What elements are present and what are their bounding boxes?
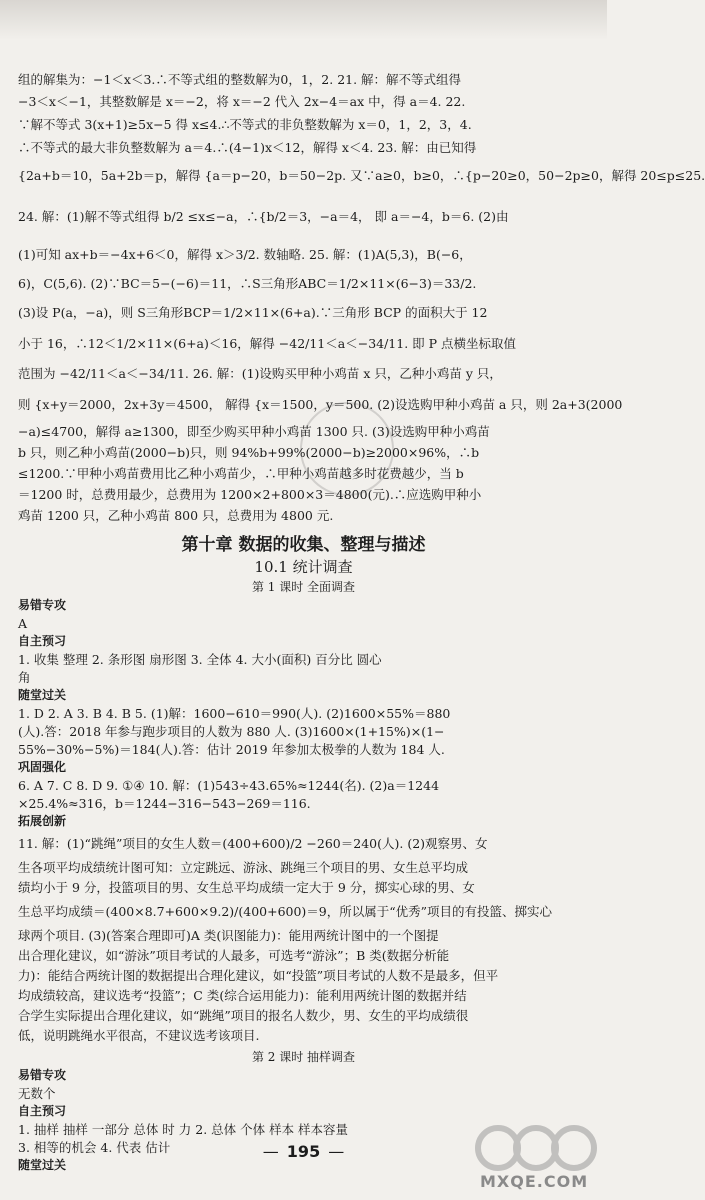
text-line: (3)设 P(a，−a)，则 S三角形BCP＝1/2×11×(6+a).∵三角形 BCP 的面积大于 12: [18, 305, 488, 320]
text-line: A: [18, 616, 28, 631]
text-line: 范围为 −42/11＜a＜−34/11. 26. 解：(1)设购买甲种小鸡苗 x 只，乙种小鸡苗 y 只，: [18, 366, 502, 381]
text-line: 合学生实际提出合理化建议，如“跳绳”项目的报名人数少，男、女生的平均成绩很: [18, 1008, 469, 1023]
heading-tuozhan: 拓展创新: [18, 814, 67, 828]
text-line: b 只，则乙种小鸡苗(2000−b)只，则 94%b+99%(2000−b)≥2000×96%，∴b: [18, 445, 480, 460]
text-line: 11. 解：(1)“跳绳”项目的女生人数＝(400+600)/2 −260＝240(人). (2)观察男、女: [18, 836, 488, 851]
scan-shadow: [0, 0, 607, 40]
text-line: 绩均小于 9 分，投篮项目的男、女生总平均成绩一定大于 9 分，掷实心球的男、女: [18, 880, 475, 895]
text-line: ＝1200 时，总费用最少，总费用为 1200×2+800×3＝4800(元).∴应选购甲种小: [18, 487, 482, 502]
page-number-value: 195: [286, 1142, 321, 1161]
text-line: {2a+b＝10，5a+2b＝p，解得 {a＝p−20，b＝50−2p. 又∵a≥0，b≥0，∴{p−20≥0，50−2p≥0，解得 20≤p≤25.: [18, 168, 705, 183]
heading-zizhu: 自主预习: [18, 1104, 67, 1118]
text-line: 1. D 2. A 3. B 4. B 5. (1)解：1600−610＝990(人). (2)1600×55%＝880: [18, 706, 451, 721]
heading-yicuo: 易错专攻: [18, 598, 67, 612]
text-line: 组的解集为：−1＜x＜3.∴不等式组的整数解为0，1，2. 21. 解：解不等式组得: [18, 72, 462, 87]
heading-yicuo: 易错专攻: [18, 1068, 67, 1082]
text-line: 生各项平均成绩统计图可知：立定跳远、游泳、跳绳三个项目的男、女生总平均成: [18, 860, 469, 875]
text-line: 无数个: [18, 1086, 56, 1101]
text-line: 24. 解：(1)解不等式组得 b/2 ≤x≤−a，∴{b/2＝3，−a＝4， 即 a＝−4，b＝6. (2)由: [18, 209, 509, 224]
heading-gonggu: 巩固强化: [18, 760, 67, 774]
text-line: 出合理化建议，如“游泳”项目考试的人最多，可选考“游泳”；B 类(数据分析能: [18, 948, 450, 963]
section-title: 10.1 统计调查: [254, 558, 353, 576]
text-line: 则 {x+y＝2000，2x+3y＝4500， 解得 {x＝1500，y＝500. (2)设选购甲种小鸡苗 a 只，则 2a+3(2000: [18, 397, 623, 412]
text-line: −3＜x＜−1，其整数解是 x＝−2，将 x＝−2 代入 2x−4＝ax 中，得 a＝4. 22.: [18, 94, 466, 109]
text-line: 角: [18, 670, 31, 685]
text-line: 6)，C(5,6). (2)∵BC＝5−(−6)＝11，∴S三角形ABC＝1/2×11×(6−3)＝33/2.: [18, 276, 477, 291]
text-line: (1)可知 ax+b＝−4x+6＜0，解得 x＞3/2. 数轴略. 25. 解：(1)A(5,3)，B(−6，: [18, 247, 472, 262]
text-line: (人).答：2018 年参与跑步项目的人数为 880 人. (3)1600×(1+15%)×(1−: [18, 724, 445, 739]
lesson-title: 第 2 课时 抽样调查: [251, 1050, 356, 1064]
page-number: — 195 —: [262, 1142, 345, 1161]
heading-suitang: 随堂过关: [18, 1158, 67, 1172]
text-line: ≤1200.∵甲种小鸡苗费用比乙种小鸡苗少，∴甲种小鸡苗越多时花费越少，当 b: [18, 466, 464, 481]
text-line: −a)≤4700，解得 a≥1300，即至少购买甲种小鸡苗 1300 只. (3)设选购甲种小鸡苗: [18, 424, 490, 439]
watermark-text: MXQE.COM: [480, 1172, 589, 1191]
text-line: 小于 16，∴12＜1/2×11×(6+a)＜16，解得 −42/11＜a＜−34/11. 即 P 点横坐标取值: [18, 336, 517, 351]
text-line: 低，说明跳绳水平很高，不建议选考该项目.: [18, 1028, 260, 1043]
text-line: 6. A 7. C 8. D 9. ①④ 10. 解：(1)543÷43.65%≈1244(名). (2)a＝1244: [18, 778, 440, 793]
text-line: ×25.4%≈316，b＝1244−316−543−269＝116.: [18, 796, 311, 811]
text-line: ∵解不等式 3(x+1)≥5x−5 得 x≤4.∴不等式的非负整数解为 x＝0，1，2，3，4.: [18, 117, 472, 132]
heading-suitang: 随堂过关: [18, 688, 67, 702]
text-line: 力)：能结合两统计图的数据提出合理化建议，如“投篮”项目考试的人数不是最多，但平: [18, 968, 499, 983]
lesson-title: 第 1 课时 全面调查: [251, 580, 356, 594]
heading-zizhu: 自主预习: [18, 634, 67, 648]
chapter-title: 第十章 数据的收集、整理与描述: [181, 535, 426, 555]
text-line: 3. 相等的机会 4. 代表 估计: [18, 1140, 171, 1155]
text-line: 鸡苗 1200 只，乙种小鸡苗 800 只，总费用为 4800 元.: [18, 508, 334, 523]
text-line: 1. 收集 整理 2. 条形图 扇形图 3. 全体 4. 大小(面积) 百分比 圆心: [18, 652, 382, 667]
text-line: ∴不等式的最大非负整数解为 a＝4.∴(4−1)x＜12，解得 x＜4. 23. 解：由已知得: [18, 140, 477, 155]
text-line: 球两个项目. (3)(答案合理即可)A 类(识图能力)：能用两统计图中的一个图提: [18, 928, 439, 943]
text-line: 生总平均成绩＝(400×8.7+600×9.2)/(400+600)＝9，所以属于“优秀”项目的有投篮、掷实心: [18, 904, 553, 919]
text-line: 均成绩较高，建议选考“投篮”；C 类(综合运用能力)：能利用两统计图的数据并结: [18, 988, 467, 1003]
text-line: 55%−30%−5%)＝184(人).答：估计 2019 年参加太极拳的人数为 184 人.: [18, 742, 445, 757]
text-line: 1. 抽样 抽样 一部分 总体 时 力 2. 总体 个体 样本 样本容量: [18, 1122, 349, 1137]
